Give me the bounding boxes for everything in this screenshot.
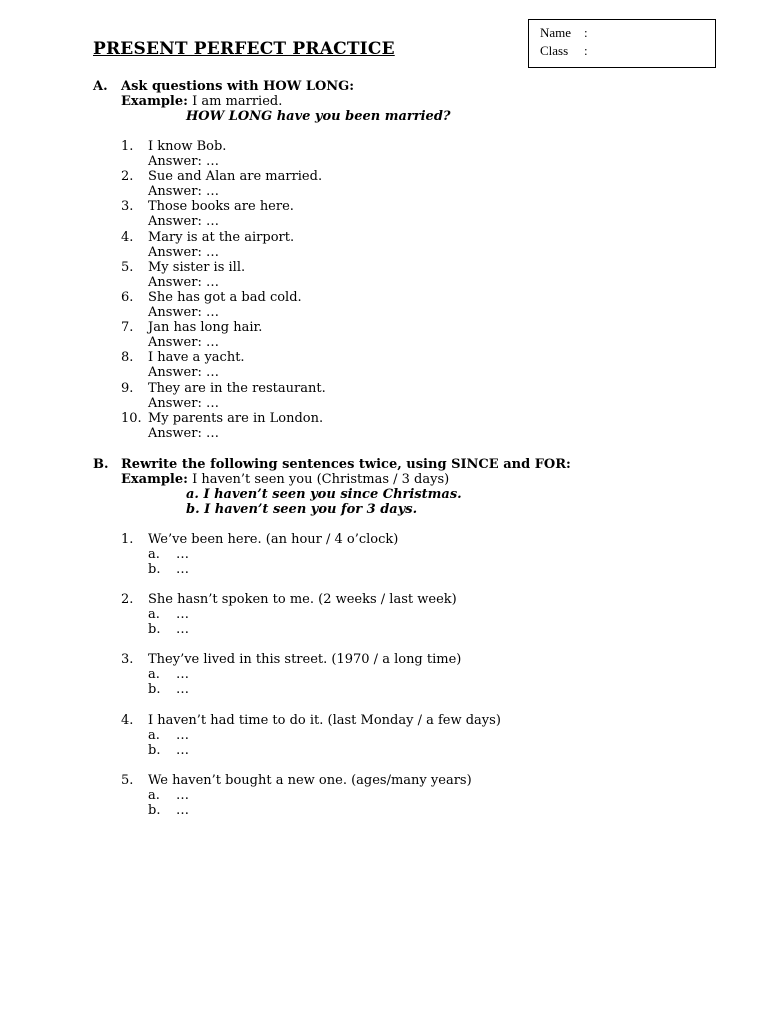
question-number: 4. — [121, 230, 134, 245]
question-text: She has got a bad cold. — [148, 290, 302, 305]
sub-label-a: a. — [148, 607, 160, 622]
section-a-example — [121, 94, 282, 109]
question-number: 9. — [121, 381, 134, 396]
question-number: 10. — [121, 411, 142, 426]
section-b-example — [121, 472, 449, 487]
answer-line[interactable]: Answer: … — [148, 305, 219, 320]
name-row — [540, 25, 588, 40]
answer-blank-a[interactable]: … — [176, 547, 189, 562]
question-text: Sue and Alan are married. — [148, 169, 323, 184]
example-label: Example: — [121, 472, 188, 487]
example-label: Example: — [121, 94, 188, 109]
section-a-heading: Ask questions with HOW LONG: — [121, 79, 355, 94]
question-text: Mary is at the airport. — [148, 230, 295, 245]
question-text: I know Bob. — [148, 139, 227, 154]
question-number: 7. — [121, 320, 134, 335]
question-number: 6. — [121, 290, 134, 305]
page-title: PRESENT PERFECT PRACTICE — [93, 39, 395, 59]
sub-label-a: a. — [148, 728, 160, 743]
question-number: 4. — [121, 713, 134, 728]
section-a-letter: A. — [93, 79, 108, 94]
answer-line[interactable]: Answer: … — [148, 275, 219, 290]
question-text: She hasn’t spoken to me. (2 weeks / last week) — [148, 592, 457, 607]
name-colon: : — [584, 25, 588, 40]
question-text: Jan has long hair. — [148, 320, 263, 335]
sub-label-a: a. — [148, 547, 160, 562]
name-label: Name — [540, 25, 572, 40]
section-b-letter: B. — [93, 457, 109, 472]
class-row — [540, 43, 588, 58]
question-number: 5. — [121, 773, 134, 788]
answer-line[interactable]: Answer: … — [148, 426, 219, 441]
question-text: We’ve been here. (an hour / 4 o’clock) — [148, 532, 399, 547]
sub-label-b: b. — [148, 562, 161, 577]
answer-line[interactable]: Answer: … — [148, 184, 219, 199]
question-number: 2. — [121, 169, 134, 184]
name-class-box — [528, 19, 716, 68]
answer-blank-b[interactable]: … — [176, 803, 189, 818]
answer-line[interactable]: Answer: … — [148, 214, 219, 229]
sub-label-b: b. — [148, 743, 161, 758]
question-number: 8. — [121, 350, 134, 365]
class-colon: : — [584, 43, 588, 58]
question-text: We haven’t bought a new one. (ages/many years) — [148, 773, 472, 788]
answer-line[interactable]: Answer: … — [148, 365, 219, 380]
section-b-example-a: a. I haven’t seen you since Christmas. — [186, 487, 462, 502]
question-number: 5. — [121, 260, 134, 275]
answer-blank-b[interactable]: … — [176, 682, 189, 697]
sub-label-a: a. — [148, 667, 160, 682]
answer-line[interactable]: Answer: … — [148, 335, 219, 350]
answer-blank-b[interactable]: … — [176, 622, 189, 637]
sub-label-b: b. — [148, 622, 161, 637]
sub-label-a: a. — [148, 788, 160, 803]
question-text: My sister is ill. — [148, 260, 246, 275]
class-label: Class — [540, 43, 569, 58]
example-text: I haven’t seen you (Christmas / 3 days) — [192, 472, 450, 487]
question-text: They are in the restaurant. — [148, 381, 326, 396]
answer-line[interactable]: Answer: … — [148, 396, 219, 411]
question-text: My parents are in London. — [148, 411, 324, 426]
answer-blank-a[interactable]: … — [176, 607, 189, 622]
answer-blank-a[interactable]: … — [176, 788, 189, 803]
answer-blank-a[interactable]: … — [176, 728, 189, 743]
sub-label-b: b. — [148, 682, 161, 697]
question-text: They’ve lived in this street. (1970 / a long time) — [148, 652, 462, 667]
question-number: 1. — [121, 139, 134, 154]
answer-blank-a[interactable]: … — [176, 667, 189, 682]
answer-line[interactable]: Answer: … — [148, 154, 219, 169]
section-b-example-b: b. I haven’t seen you for 3 days. — [186, 502, 418, 517]
question-number: 3. — [121, 652, 134, 667]
question-text: I haven’t had time to do it. (last Monday / a few days) — [148, 713, 501, 728]
sub-label-b: b. — [148, 803, 161, 818]
question-text: I have a yacht. — [148, 350, 245, 365]
answer-blank-b[interactable]: … — [176, 562, 189, 577]
section-a-example-answer: HOW LONG have you been married? — [186, 109, 451, 124]
question-number: 1. — [121, 532, 134, 547]
question-number: 2. — [121, 592, 134, 607]
question-number: 3. — [121, 199, 134, 214]
section-b-heading: Rewrite the following sentences twice, using SINCE and FOR: — [121, 457, 571, 472]
example-text: I am married. — [192, 94, 283, 109]
question-text: Those books are here. — [148, 199, 294, 214]
answer-line[interactable]: Answer: … — [148, 245, 219, 260]
answer-blank-b[interactable]: … — [176, 743, 189, 758]
